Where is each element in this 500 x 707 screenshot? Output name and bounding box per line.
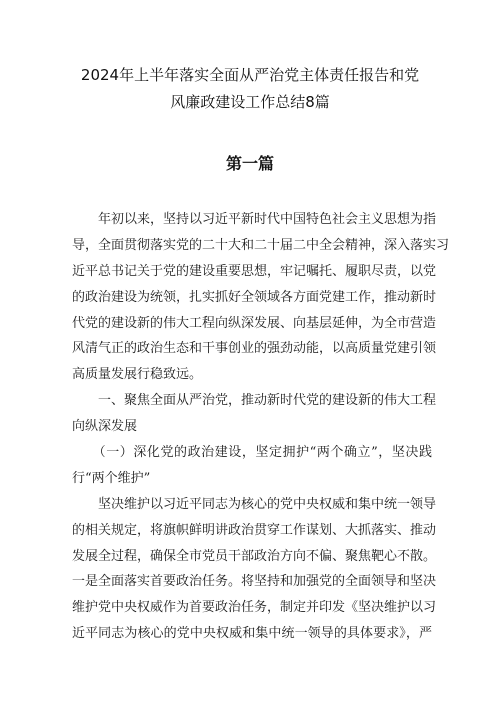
- body-line: 年初以来，坚持以习近平新时代中国特色社会主义思想为指: [72, 212, 437, 227]
- body-line: 向纵深发展: [72, 419, 138, 435]
- body-line: （一）深化党的政治建设，坚定拥护“两个确立”，坚决践: [72, 445, 432, 461]
- body-line: 坚决维护以习近平同志为核心的党中央权威和集中统一领导: [72, 496, 437, 512]
- body-line: 一是全面落实首要政治任务。将坚持和加强党的全面领导和坚决: [72, 574, 437, 590]
- body-line: 高质量发展行稳致远。: [72, 367, 203, 383]
- body-line: 一、聚焦全面从严治党，推动新时代党的建设新的伟大工程: [72, 393, 437, 409]
- section-heading: 第一篇: [225, 154, 274, 173]
- document-title-line-2: 风廉政建设工作总结8篇: [170, 93, 330, 111]
- body-line: 代党的建设新的伟大工程向纵深发展、向基层延伸，为全市营造: [72, 315, 437, 331]
- body-line: 风清气正的政治生态和干事创业的强劲动能，以高质量党建引领: [72, 341, 437, 357]
- body-line: 行“两个维护”: [72, 470, 151, 486]
- body-line: 发展全过程，确保全市党员干部政治方向不偏、聚焦靶心不散。: [72, 548, 437, 564]
- body-line: 的相关规定，将旗帜鲜明讲政治贯穿工作谋划、大抓落实、推动: [72, 522, 437, 538]
- body-line: 的政治建设为统领，扎实抓好全领域各方面党建工作，推动新时: [72, 289, 437, 305]
- body-line: 导，全面贯彻落实党的二十大和二十届二中全会精神，深入落实习: [72, 237, 450, 253]
- body-text: [72, 207, 450, 647]
- body-line: 近平总书记关于党的建设重要思想，牢记嘱托、履职尽责，以党: [72, 263, 437, 279]
- body-line: 近平同志为核心的党中央权威和集中统一领导的具体要求》，严: [72, 626, 432, 642]
- document-title-line-1: 2024年上半年落实全面从严治党主体责任报告和党: [80, 66, 420, 84]
- body-line: 维护党中央权威作为首要政治任务，制定并印发《坚决维护以习: [72, 600, 437, 616]
